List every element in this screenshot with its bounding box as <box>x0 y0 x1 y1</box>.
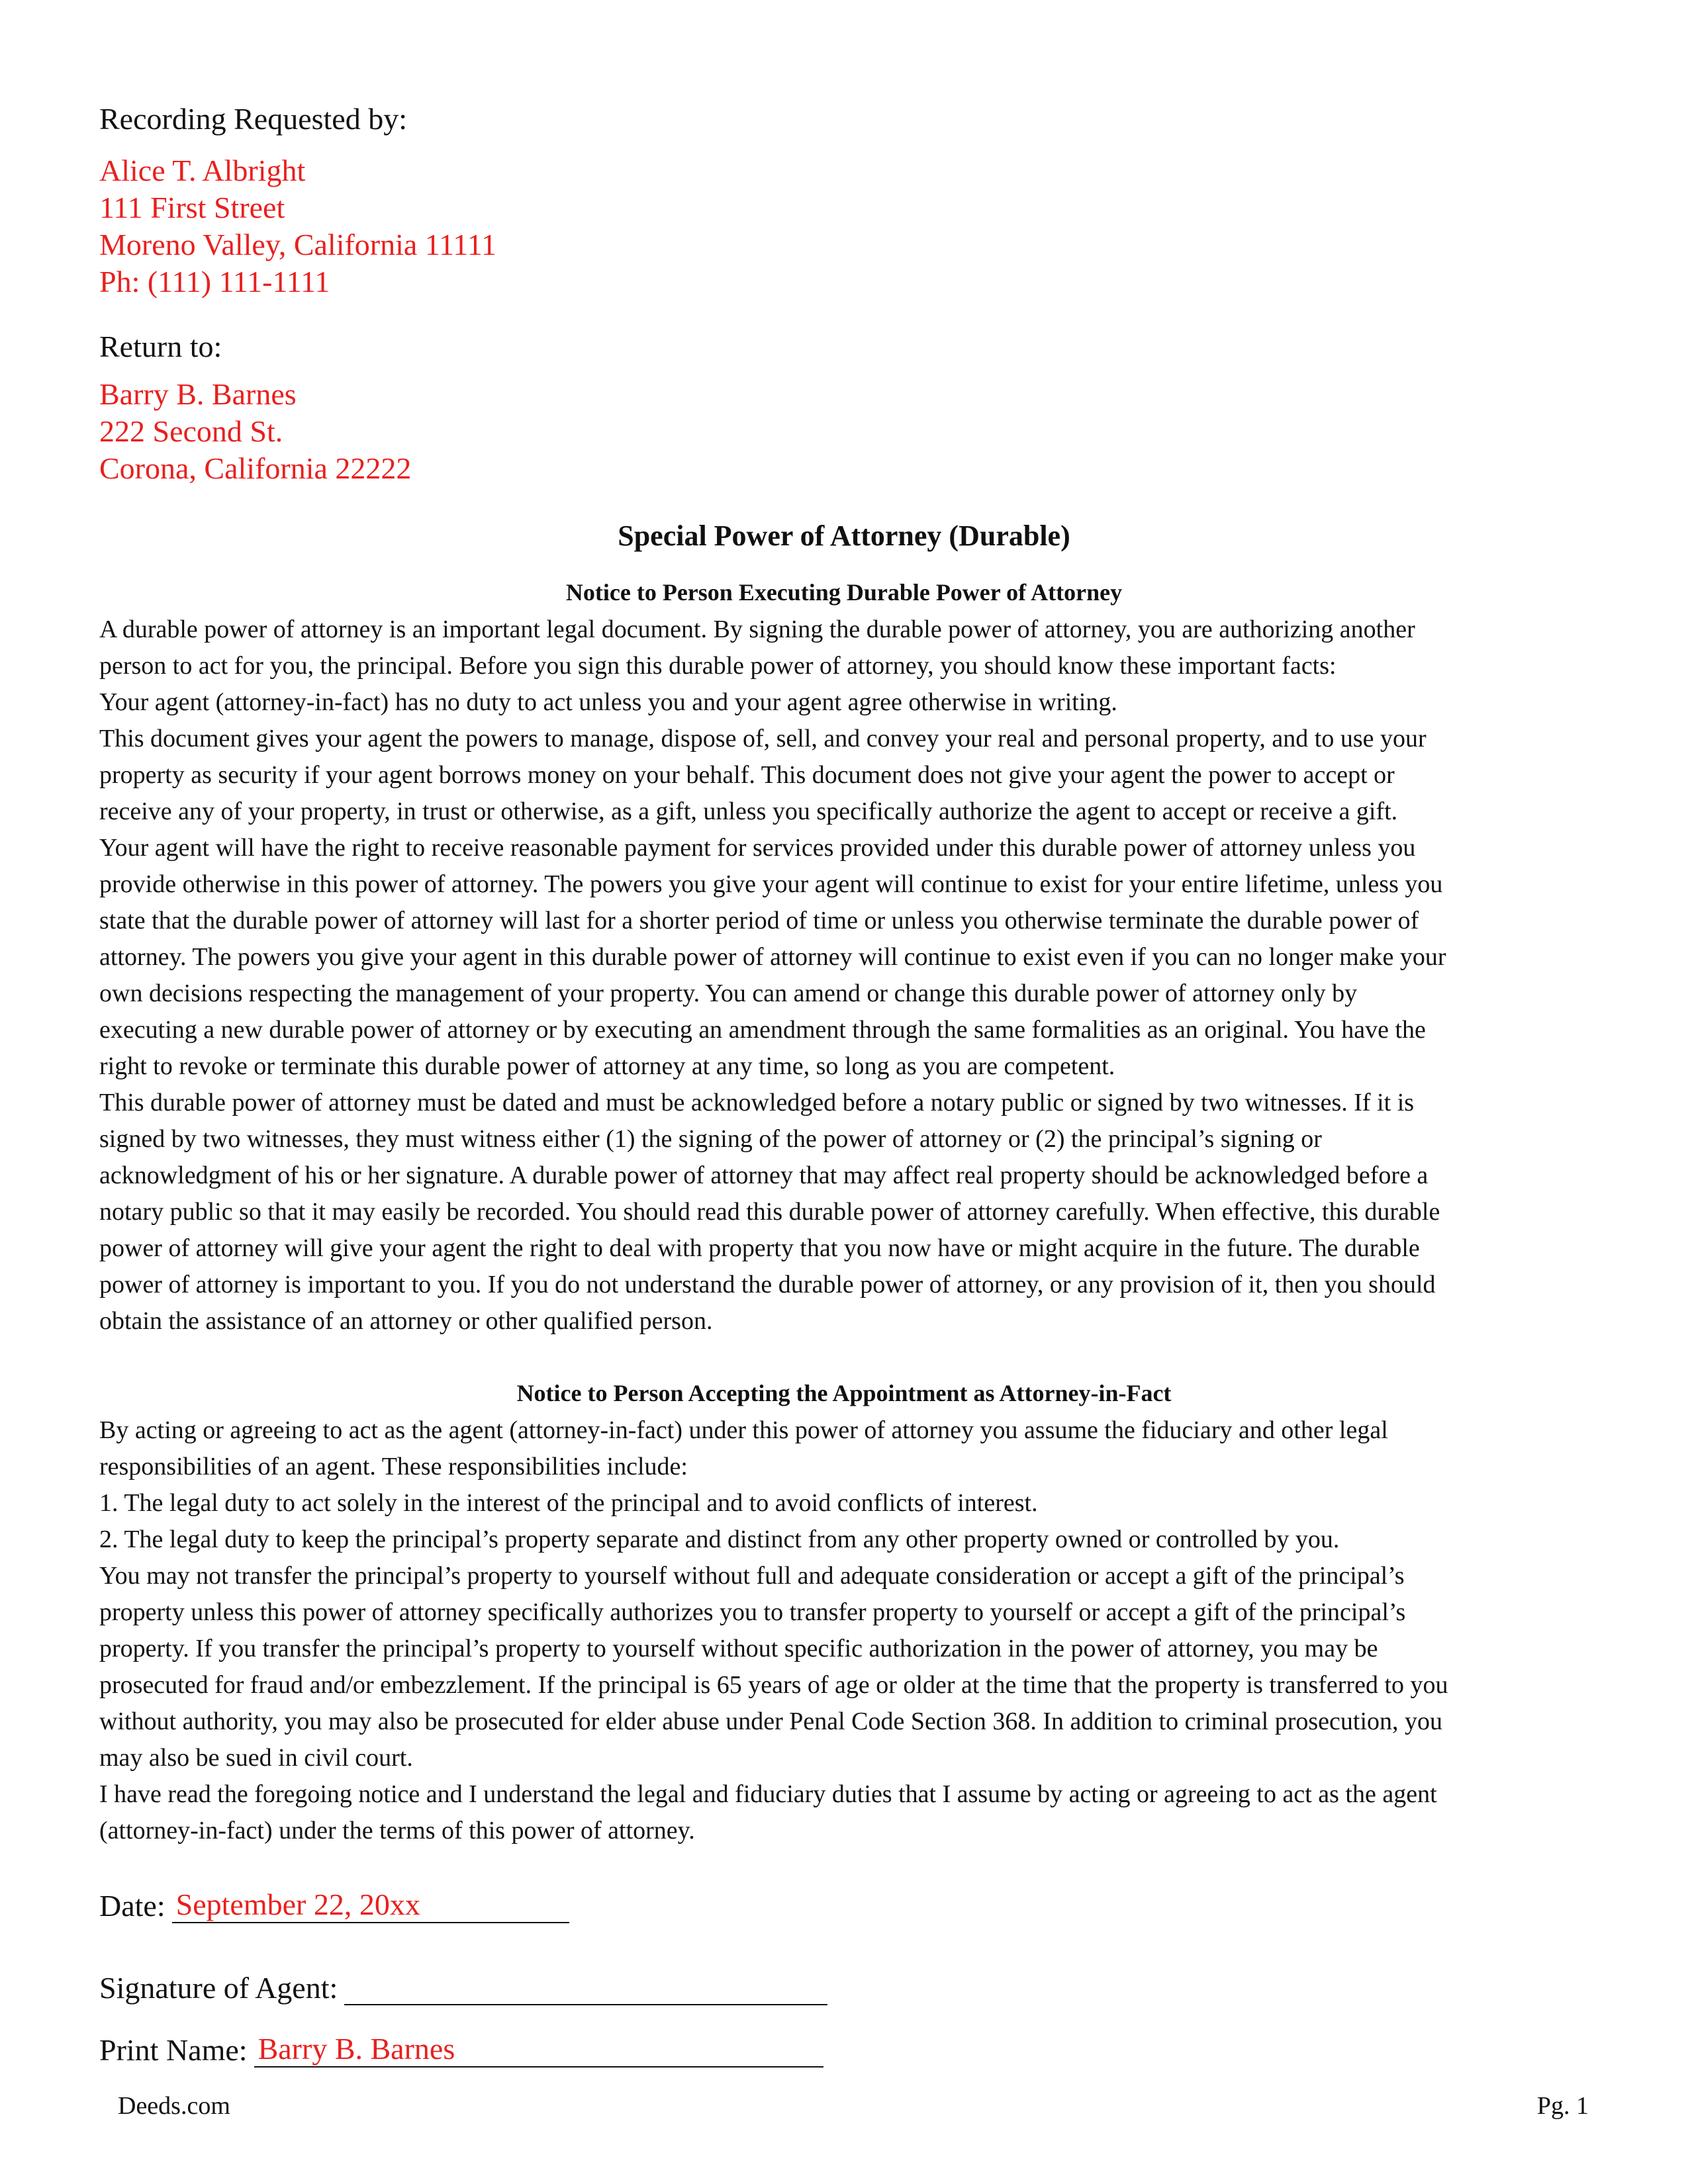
paragraph-line: By acting or agreeing to act as the agent (attorney-in-fact) under this power of attorney you assume the fiduciary and other legal <box>99 1416 1388 1444</box>
paragraph-line: This durable power of attorney must be dated and must be acknowledged before a notary public or signed by two witnesses. If it is <box>99 1089 1415 1116</box>
paragraph-line: Your agent will have the right to receive reasonable payment for services provided under this durable power of attorney unless you <box>99 834 1416 862</box>
paragraph-line: 1. The legal duty to act solely in the interest of the principal and to avoid conflicts of interest. <box>99 1489 1038 1517</box>
paragraph-line: acknowledgment of his or her signature. A durable power of attorney that may affect real property should be acknowledged before a <box>99 1161 1429 1189</box>
return-name: Barry B. Barnes <box>99 377 297 411</box>
paragraph-line: may also be sued in civil court. <box>99 1744 413 1772</box>
paragraph-line: signed by two witnesses, they must witness either (1) the signing of the power of attorney or (2) the principal’s signing or <box>99 1125 1322 1153</box>
date-label: Date: <box>99 1889 165 1923</box>
signature-label: Signature of Agent: <box>99 1971 338 2005</box>
paragraph-line: property. If you transfer the principal’s property to yourself without specific authorization in the power of attorney, you may be <box>99 1635 1378 1662</box>
return-city: Corona, California 22222 <box>99 451 412 485</box>
recording-city: Moreno Valley, California 11111 <box>99 228 496 261</box>
paragraph-line: own decisions respecting the management of your property. You can amend or change this durable power of attorney only by <box>99 979 1358 1007</box>
paragraph-line: obtain the assistance of an attorney or other qualified person. <box>99 1307 713 1335</box>
print-name-field <box>99 2032 823 2068</box>
return-address-block <box>99 376 411 487</box>
notice-principal-body <box>99 612 1595 1340</box>
paragraph-line: responsibilities of an agent. These responsibilities include: <box>99 1453 688 1480</box>
recording-name: Alice T. Albright <box>99 154 306 187</box>
paragraph-line: prosecuted for fraud and/or embezzlement. If the principal is 65 years of age or older at the time that the property is transferred to you <box>99 1671 1448 1699</box>
paragraph-line: power of attorney is important to you. If you do not understand the durable power of attorney, or any provision of it, then you should <box>99 1271 1436 1298</box>
paragraph-line: attorney. The powers you give your agent in this durable power of attorney will continue to exist even if you can no longer make your <box>99 943 1446 971</box>
signature-field <box>99 1970 827 2005</box>
paragraph-line: receive any of your property, in trust or otherwise, as a gift, unless you specifically authorize the agent to accept or receive a gift. <box>99 797 1398 825</box>
paragraph-line: power of attorney will give your agent the right to deal with property that you now have or might acquire in the future. The durable <box>99 1234 1420 1262</box>
paragraph-line: I have read the foregoing notice and I understand the legal and fiduciary duties that I assume by acting or agreeing to act as the agent <box>99 1780 1437 1808</box>
page-number: Pg. 1 <box>1536 2092 1589 2120</box>
date-value: September 22, 20xx <box>175 1888 420 1921</box>
paragraph-line: provide otherwise in this power of attorney. The powers you give your agent will continue to exist for your entire lifetime, unless you <box>99 870 1443 898</box>
signature-input-line[interactable] <box>344 1970 827 2005</box>
recording-street: 111 First Street <box>99 191 285 224</box>
paragraph-line: property unless this power of attorney specifically authorizes you to transfer property to yourself or accept a gift of the principal’s <box>99 1598 1406 1626</box>
paragraph-line: (attorney-in-fact) under the terms of this power of attorney. <box>99 1817 695 1844</box>
print-name-input-line[interactable] <box>254 2032 823 2068</box>
recording-requested-label: Recording Requested by: <box>99 102 408 136</box>
date-input-line[interactable] <box>172 1888 569 1923</box>
paragraph-line: state that the durable power of attorney will last for a shorter period of time or unless you otherwise terminate the durable power of <box>99 907 1419 934</box>
return-street: 222 Second St. <box>99 414 283 448</box>
document-title: Special Power of Attorney (Durable) <box>618 520 1070 552</box>
paragraph-line: person to act for you, the principal. Before you sign this durable power of attorney, you should know these important facts: <box>99 652 1336 680</box>
paragraph-line: property as security if your agent borrows money on your behalf. This document does not give your agent the power to accept or <box>99 761 1395 789</box>
footer-brand: Deeds.com <box>118 2092 230 2120</box>
paragraph-line: You may not transfer the principal’s property to yourself without full and adequate consideration or accept a gift of the principal’s <box>99 1562 1405 1590</box>
notice-agent-heading: Notice to Person Accepting the Appointment as Attorney-in-Fact <box>516 1380 1172 1406</box>
date-field <box>99 1888 569 1923</box>
recording-phone: Ph: (111) 111-1111 <box>99 265 330 298</box>
paragraph-line: executing a new durable power of attorney or by executing an amendment through the same formalities as an original. You have the <box>99 1016 1426 1044</box>
recording-address-block <box>99 152 496 300</box>
paragraph-line: Your agent (attorney-in-fact) has no duty to act unless you and your agent agree otherwise in writing. <box>99 688 1117 716</box>
notice-agent-body <box>99 1412 1595 1849</box>
print-name-label: Print Name: <box>99 2033 248 2067</box>
notice-principal-heading: Notice to Person Executing Durable Power of Attorney <box>565 579 1123 606</box>
paragraph-line: 2. The legal duty to keep the principal’s property separate and distinct from any other property owned or controlled by you. <box>99 1525 1340 1553</box>
print-name-value: Barry B. Barnes <box>258 2032 455 2066</box>
paragraph-line: right to revoke or terminate this durable power of attorney at any time, so long as you are competent. <box>99 1052 1115 1080</box>
paragraph-line: A durable power of attorney is an important legal document. By signing the durable power of attorney, you are authorizing another <box>99 615 1415 643</box>
paragraph-line: This document gives your agent the powers to manage, dispose of, sell, and convey your real and personal property, and to use your <box>99 725 1427 752</box>
return-to-label: Return to: <box>99 330 222 363</box>
paragraph-line: notary public so that it may easily be recorded. You should read this durable power of attorney carefully. When effective, this durable <box>99 1198 1440 1226</box>
paragraph-line: without authority, you may also be prosecuted for elder abuse under Penal Code Section 368. In addition to criminal prosecution, you <box>99 1707 1443 1735</box>
